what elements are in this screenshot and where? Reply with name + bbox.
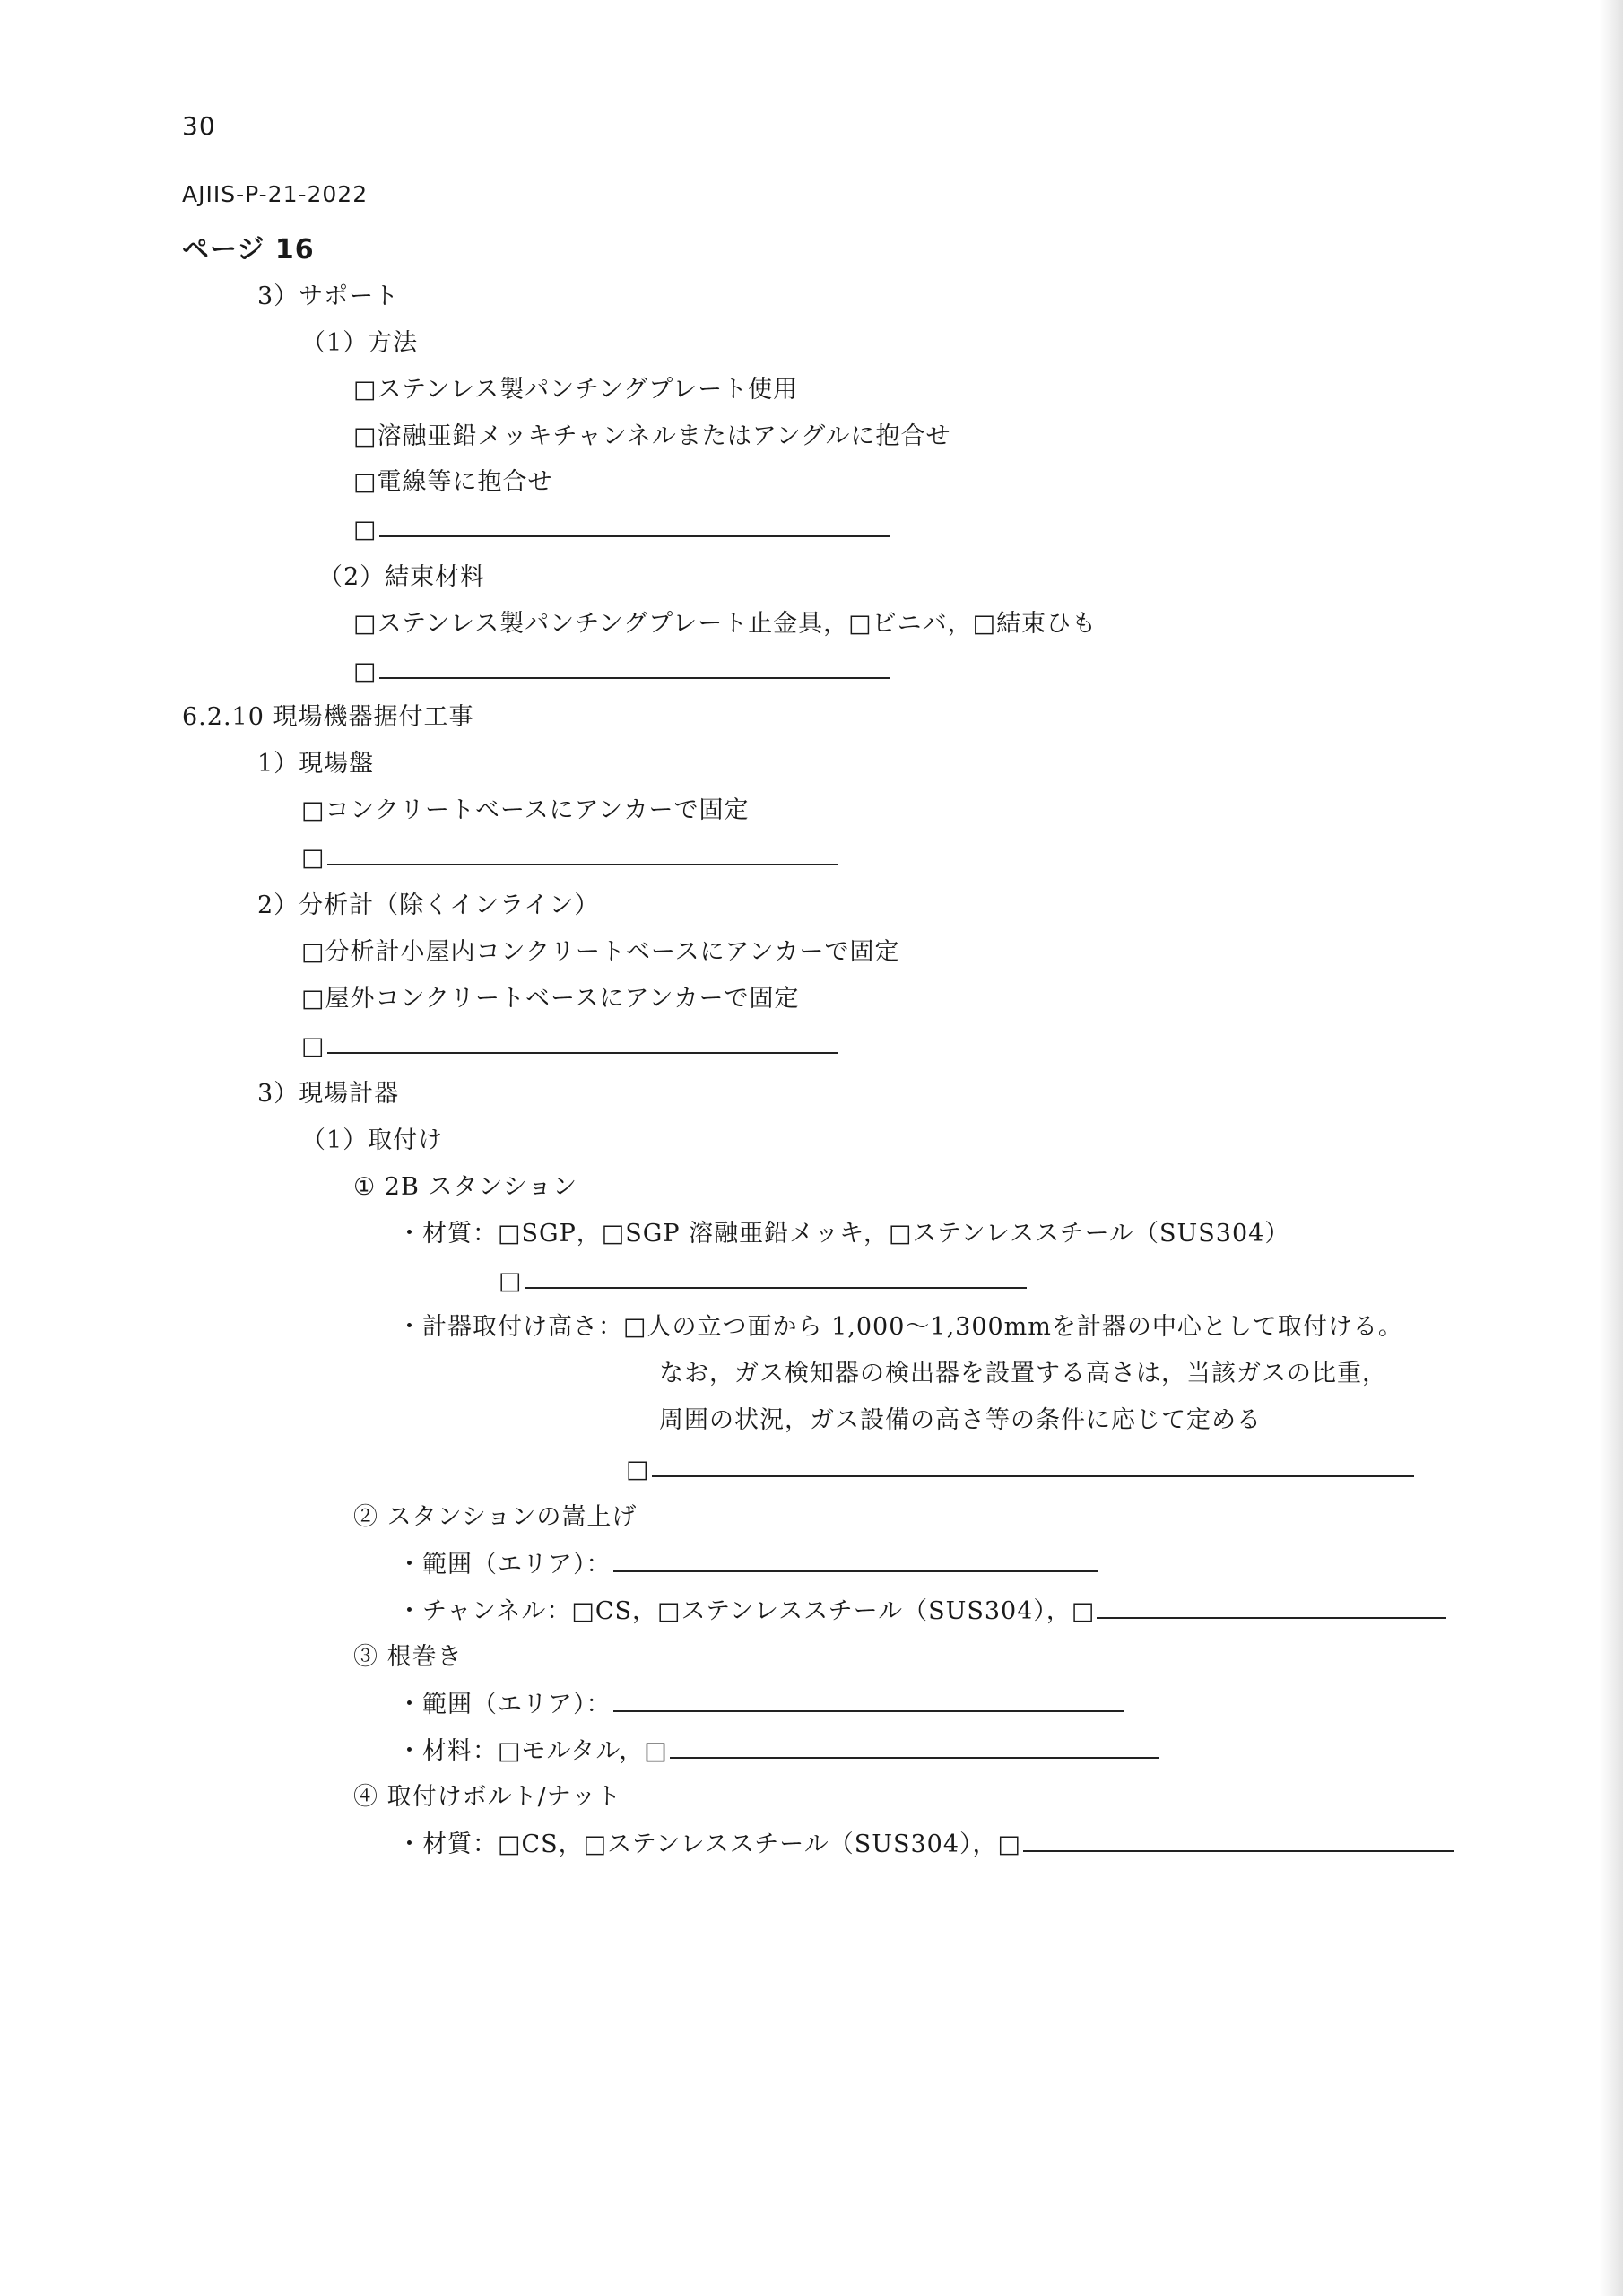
checkbox: □ [353, 516, 378, 544]
field-panel-heading: 1）現場盤 [257, 750, 375, 778]
blank-line [525, 1265, 1027, 1289]
field-panel-other [301, 842, 838, 874]
scan-edge-shadow [1600, 0, 1623, 2296]
field-panel-option-1: □コンクリートベースにアンカーで固定 [301, 796, 750, 824]
support-method-other [353, 514, 890, 545]
mounting-heading: （1）取付け [301, 1126, 444, 1154]
root-wrap-heading: ③ 根巻き [353, 1643, 463, 1671]
blank-line [613, 1549, 1098, 1572]
support-heading: 3）サポート [257, 283, 400, 310]
blank-line [1097, 1596, 1446, 1619]
mounting-height-other [626, 1454, 1414, 1485]
analyzer-option-1: □分析計小屋内コンクリートベースにアンカーで固定 [301, 938, 900, 966]
support-method-option-1: □ステンレス製パンチングプレート使用 [353, 376, 799, 404]
support-method-option-3: □電線等に抱合せ [353, 468, 553, 496]
page-number: 30 [182, 111, 216, 141]
binding-material-heading: （2）結束材料 [318, 563, 486, 591]
blank-line [613, 1689, 1124, 1712]
blank-line [1023, 1829, 1454, 1852]
analyzer-option-2: □屋外コンクリートベースにアンカーで固定 [301, 985, 800, 1013]
raising-range [397, 1549, 1098, 1580]
stanchion-2b-heading: ① 2B スタンション [353, 1173, 578, 1201]
stanchion-material-other [499, 1265, 1027, 1297]
bolts-nuts-heading: ④ 取付けボルト/ナット [353, 1783, 622, 1811]
bolts-nuts-material [397, 1829, 1454, 1860]
checkbox: □ [499, 1267, 523, 1295]
gas-detector-note-1: なお，ガス検知器の検出器を設置する高さは，当該ガスの比重， [659, 1360, 1387, 1387]
checkbox: □ [301, 1032, 325, 1060]
binding-material-other [353, 656, 890, 687]
bolts-nuts-material-label: ・材質：□CS，□ステンレススチール（SUS304），□ [397, 1831, 1022, 1858]
blank-line [379, 514, 890, 537]
root-wrap-range [397, 1689, 1124, 1720]
page-reference: ページ 16 [182, 234, 315, 265]
stanchion-material: ・材質：□SGP，□SGP 溶融亜鉛メッキ，□ステンレススチール（SUS304） [397, 1220, 1290, 1248]
blank-line [327, 1031, 838, 1054]
blank-line [379, 656, 890, 679]
support-method-heading: （1）方法 [301, 329, 419, 357]
document-id: AJIIS-P-21-2022 [182, 181, 369, 207]
support-method-option-2: □溶融亜鉛メッキチャンネルまたはアングルに抱合せ [353, 422, 951, 450]
blank-line [652, 1454, 1414, 1477]
root-wrap-material-label: ・材料：□モルタル，□ [397, 1737, 668, 1765]
analyzer-other [301, 1031, 838, 1062]
analyzer-heading: 2）分析計（除くインライン） [257, 891, 600, 919]
stanchion-raising-heading: ② スタンションの嵩上げ [353, 1503, 638, 1531]
blank-line [327, 842, 838, 865]
section-6-2-10-heading: 6.2.10 現場機器据付工事 [182, 703, 474, 731]
checkbox: □ [353, 657, 378, 685]
gas-detector-note-2: 周囲の状況，ガス設備の高さ等の条件に応じて定める [659, 1406, 1262, 1434]
binding-material-options: □ステンレス製パンチングプレート止金具，□ビニバ，□結束ひも [353, 610, 1098, 638]
raising-channel-label: ・チャンネル：□CS，□ステンレススチール（SUS304），□ [397, 1597, 1096, 1625]
raising-channel [397, 1596, 1446, 1627]
checkbox: □ [301, 844, 325, 872]
instrument-mounting-height: ・計器取付け高さ：□人の立つ面から 1,000～1,300mmを計器の中心として取付ける。 [397, 1313, 1403, 1341]
root-wrap-range-label: ・範囲（エリア）： [397, 1691, 612, 1718]
raising-range-label: ・範囲（エリア）： [397, 1551, 612, 1578]
checkbox: □ [626, 1456, 650, 1483]
field-instruments-heading: 3）現場計器 [257, 1080, 400, 1108]
root-wrap-material [397, 1735, 1159, 1767]
blank-line [670, 1735, 1159, 1759]
